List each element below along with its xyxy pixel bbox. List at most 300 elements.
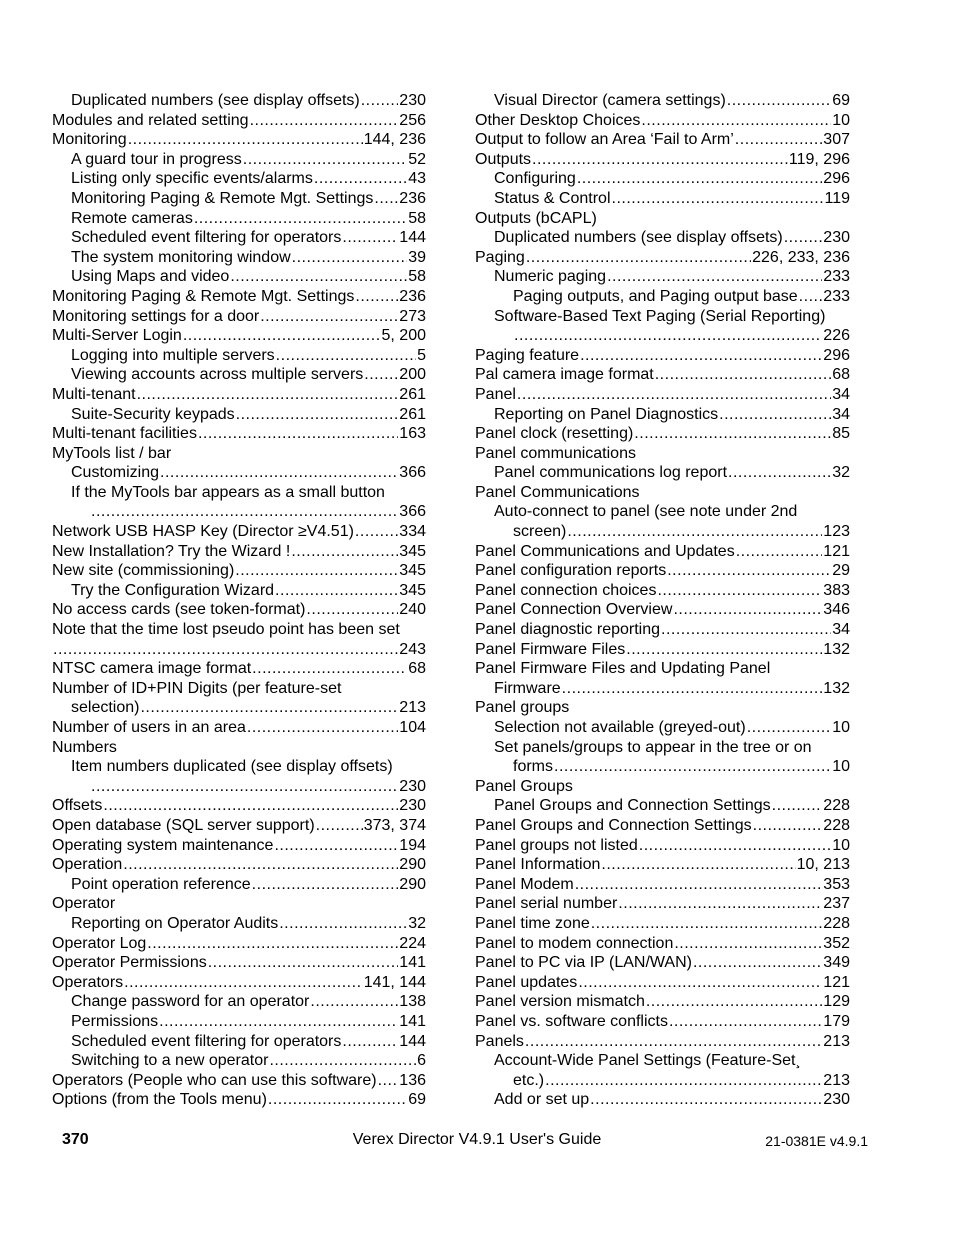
dot-leader — [342, 1032, 398, 1052]
dot-leader — [123, 855, 398, 875]
index-term: Monitoring Paging & Remote Mgt. Settings — [71, 189, 374, 207]
dot-leader — [236, 405, 399, 425]
page-reference: 228 — [823, 914, 850, 932]
index-term: Outputs (bCAPL) — [475, 209, 597, 227]
page-reference: 349 — [823, 954, 850, 972]
index-entry — [475, 757, 850, 777]
page-reference: 119 — [824, 189, 850, 207]
index-term: Panel groups not listed — [475, 836, 638, 854]
index-entry — [52, 130, 426, 150]
index-entry — [475, 502, 850, 522]
index-entry — [52, 973, 426, 993]
page-footer — [0, 1131, 954, 1153]
index-term: Duplicated numbers (see display offsets) — [71, 92, 360, 109]
index-term: Scheduled event filtering for operators — [71, 1032, 342, 1050]
page-reference: 307 — [823, 131, 850, 149]
dot-leader — [247, 718, 398, 738]
dot-leader — [342, 228, 398, 248]
index-entry — [475, 424, 850, 444]
index-term: Duplicated numbers (see display offsets) — [494, 229, 783, 247]
index-term: Logging into multiple servers — [71, 346, 275, 364]
index-entry — [475, 875, 850, 895]
dot-leader — [626, 640, 822, 660]
index-entry — [475, 659, 850, 679]
dot-leader — [292, 248, 408, 268]
index-entry — [52, 522, 426, 542]
page-reference: 346 — [823, 601, 850, 619]
index-term: Panel Communications — [475, 483, 640, 501]
page-reference: 290 — [399, 875, 426, 893]
page-number: 370 — [62, 1131, 89, 1148]
index-entry — [52, 346, 426, 366]
dot-leader — [567, 522, 822, 542]
dot-leader — [728, 463, 831, 483]
page-reference: 10, 213 — [796, 856, 850, 874]
page-reference: 226 — [823, 327, 850, 345]
index-term: New Installation? Try the Wizard ! — [52, 542, 291, 560]
page-reference: 366 — [399, 464, 426, 482]
index-entry — [52, 1051, 426, 1071]
index-entry — [475, 91, 850, 111]
index-entry — [475, 698, 850, 718]
index-term: Try the Configuration Wizard — [71, 581, 275, 599]
index-column-left — [52, 91, 426, 1110]
index-term: Monitoring — [52, 131, 127, 149]
dot-leader — [612, 189, 824, 209]
dot-leader — [578, 973, 822, 993]
dot-leader — [655, 365, 831, 385]
index-term: Configuring — [494, 170, 576, 188]
page-reference: 144 — [399, 229, 426, 247]
index-term: Operation — [52, 856, 123, 874]
index-term: MyTools list / bar — [52, 444, 172, 462]
page-reference: 261 — [399, 385, 426, 403]
index-term: Suite-Security keypads — [71, 405, 235, 423]
index-term: Pal camera image format — [475, 366, 654, 384]
page-reference: 233 — [823, 287, 850, 305]
index-entry — [475, 738, 850, 758]
dot-leader — [634, 424, 831, 444]
page-reference: 39 — [408, 248, 426, 266]
dot-leader — [208, 953, 399, 973]
index-term: Outputs — [475, 150, 532, 168]
page-reference: 136 — [399, 1071, 426, 1089]
dot-leader — [735, 130, 823, 150]
dot-leader — [562, 679, 823, 699]
index-term: Change password for an operator — [71, 993, 310, 1011]
index-entry — [52, 855, 426, 875]
index-term: Panel serial number — [475, 895, 618, 913]
index-column-right — [475, 91, 850, 1110]
dot-leader — [276, 346, 416, 366]
page-reference: 345 — [399, 581, 426, 599]
index-entry — [475, 111, 850, 131]
dot-leader — [260, 307, 398, 327]
dot-leader — [667, 561, 831, 581]
index-entry — [475, 1051, 850, 1071]
page-reference: 230 — [399, 797, 426, 815]
dot-leader — [526, 248, 751, 268]
page-reference: 34 — [832, 385, 850, 403]
dot-leader — [355, 287, 398, 307]
index-entry — [475, 640, 850, 660]
index-entry — [475, 620, 850, 640]
dot-leader — [639, 836, 831, 856]
page-reference: 129 — [823, 993, 850, 1011]
page-reference: 236 — [399, 287, 426, 305]
dot-leader — [306, 600, 398, 620]
index-entry — [475, 463, 850, 483]
index-term: Operators (People who can use this software) — [52, 1071, 377, 1089]
index-term: Remote cameras — [71, 209, 193, 227]
index-term: Multi-tenant facilities — [52, 425, 197, 443]
dot-leader — [137, 385, 399, 405]
index-entry — [52, 836, 426, 856]
index-term: Point operation reference — [71, 875, 251, 893]
index-term: Numbers — [52, 738, 117, 756]
index-term: Scheduled event filtering for operators — [71, 229, 342, 247]
page-reference: 373, 374 — [363, 816, 426, 834]
page-reference: 224 — [399, 934, 426, 952]
page-reference: 6 — [417, 1052, 426, 1070]
page-reference: 226, 233, 236 — [752, 248, 850, 266]
dot-leader — [374, 189, 398, 209]
index-entry — [52, 365, 426, 385]
dot-leader — [291, 542, 398, 562]
index-term: A guard tour in progress — [71, 150, 242, 168]
page-reference: 144 — [399, 1032, 426, 1050]
page-reference: 213 — [823, 1032, 850, 1050]
index-entry — [475, 934, 850, 954]
index-entry — [52, 698, 426, 718]
dot-leader — [378, 1071, 399, 1091]
index-entry — [52, 150, 426, 170]
index-entry — [52, 934, 426, 954]
index-entry — [475, 150, 850, 170]
index-entry — [52, 248, 426, 268]
index-entry — [475, 796, 850, 816]
footer-title: Verex Director V4.9.1 User's Guide — [352, 1131, 602, 1148]
index-entry — [52, 228, 426, 248]
index-term: Selection not available (greyed-out) — [494, 719, 746, 736]
index-entry — [475, 600, 850, 620]
dot-leader — [669, 1012, 822, 1032]
dot-leader — [517, 385, 831, 405]
dot-leader — [252, 659, 407, 679]
page-reference: 296 — [823, 170, 850, 188]
index-entry — [475, 483, 850, 503]
index-term: Auto-connect to panel (see note under 2nd — [494, 503, 798, 521]
index-entry — [475, 992, 850, 1012]
page-reference: 345 — [399, 542, 426, 560]
index-entry — [52, 796, 426, 816]
index-term: Panel time zone — [475, 914, 590, 932]
dot-leader — [673, 600, 822, 620]
page-reference: 228 — [823, 816, 850, 834]
dot-leader — [140, 698, 398, 718]
index-term: Set panels/groups to appear in the tree or on — [494, 738, 812, 756]
index-entry — [475, 679, 850, 699]
dot-leader — [279, 914, 407, 934]
dot-leader — [799, 287, 823, 307]
index-term: Panel connection choices — [475, 581, 657, 599]
page-reference: 213 — [399, 699, 426, 717]
dot-leader — [361, 91, 399, 111]
page-reference: 230 — [823, 1091, 850, 1109]
index-term: Modules and related setting — [52, 111, 249, 129]
dot-leader — [160, 463, 398, 483]
index-entry — [52, 816, 426, 836]
dot-leader — [310, 992, 398, 1012]
index-term: Multi-Server Login — [52, 327, 182, 345]
page-reference: 58 — [408, 209, 426, 227]
index-entry — [52, 600, 426, 620]
index-term: Using Maps and video — [71, 268, 230, 286]
index-entry — [52, 953, 426, 973]
index-term: Reporting on Operator Audits — [71, 914, 279, 932]
index-term: Operator Log — [52, 934, 147, 952]
index-entry — [475, 914, 850, 934]
page-reference: 296 — [823, 346, 850, 364]
dot-leader — [784, 228, 823, 248]
page-reference: 5, 200 — [381, 327, 426, 345]
index-entry — [475, 326, 850, 346]
dot-leader — [194, 209, 407, 229]
index-term: Panel Groups and Connection Settings — [494, 797, 771, 815]
index-term: Listing only specific events/alarms — [71, 170, 313, 188]
dot-leader — [314, 169, 407, 189]
dot-leader — [274, 836, 398, 856]
index-term: Account-Wide Panel Settings (Feature-Set¸ — [494, 1052, 801, 1070]
index-term: Software-Based Text Paging (Serial Reporting) — [494, 307, 826, 325]
index-entry — [475, 405, 850, 425]
index-entry — [52, 757, 426, 777]
dot-leader — [250, 111, 399, 131]
index-entry — [475, 169, 850, 189]
index-term: Panel version mismatch — [475, 993, 645, 1011]
page-reference: 141 — [399, 1012, 426, 1030]
index-term: Note that the time lost pseudo point has been set — [52, 621, 400, 639]
dot-leader — [591, 914, 823, 934]
page-reference: 213 — [823, 1071, 850, 1089]
index-term: Item numbers duplicated (see display offsets) — [71, 758, 393, 776]
index-entry — [52, 326, 426, 346]
index-term: Panel Firmware Files — [475, 640, 626, 658]
dot-leader — [235, 561, 398, 581]
document-code: 21-0381E v4.9.1 — [765, 1133, 868, 1149]
index-entry — [475, 346, 850, 366]
dot-leader — [147, 934, 398, 954]
index-entry — [475, 1071, 850, 1091]
index-term: Panel Connection Overview — [475, 601, 673, 619]
page-reference: 58 — [408, 268, 426, 286]
dot-leader — [646, 992, 822, 1012]
dot-leader — [772, 796, 823, 816]
dot-leader — [719, 405, 831, 425]
index-entry — [52, 914, 426, 934]
index-entry — [475, 1090, 850, 1110]
page-reference: 32 — [832, 464, 850, 482]
dot-leader — [736, 542, 823, 562]
index-term: Reporting on Panel Diagnostics — [494, 405, 719, 423]
dot-leader — [514, 326, 822, 346]
page-reference: 10 — [832, 719, 850, 736]
index-entry — [52, 992, 426, 1012]
page-reference: 290 — [399, 856, 426, 874]
index-term: The system monitoring window — [71, 248, 291, 266]
page-reference: 32 — [408, 914, 426, 932]
page-reference: 141, 144 — [363, 973, 426, 991]
index-entry — [475, 385, 850, 405]
index-entry — [475, 522, 850, 542]
index-term: etc.) — [513, 1071, 545, 1089]
page-reference: 334 — [399, 523, 426, 541]
index-entry — [52, 620, 426, 640]
index-term: Other Desktop Choices — [475, 111, 641, 129]
dot-leader — [316, 816, 363, 836]
page-reference: 233 — [823, 268, 850, 286]
index-entry — [475, 365, 850, 385]
page-reference: 123 — [823, 523, 850, 541]
index-term: Permissions — [71, 1012, 159, 1030]
page-reference: 104 — [399, 719, 426, 736]
index-term: selection) — [71, 699, 140, 717]
index-entry — [475, 542, 850, 562]
index-entry — [52, 1090, 426, 1110]
index-term: Operator Permissions — [52, 954, 207, 972]
dot-leader — [532, 150, 788, 170]
index-term: Customizing — [71, 464, 160, 482]
index-entry — [52, 738, 426, 758]
index-term: Panel — [475, 385, 516, 403]
index-term: Monitoring Paging & Remote Mgt. Settings — [52, 287, 355, 305]
page-reference: 230 — [399, 777, 426, 795]
dot-leader — [554, 757, 831, 777]
index-entry — [475, 777, 850, 797]
index-term: Offsets — [52, 797, 103, 815]
page-reference: 366 — [399, 503, 426, 521]
index-term: Panel to modem connection — [475, 934, 674, 952]
dot-leader — [124, 973, 363, 993]
page-reference: 10 — [832, 836, 850, 854]
index-term: Firmware — [494, 679, 561, 697]
page-reference: 10 — [832, 111, 850, 129]
index-term: Panel updates — [475, 973, 578, 991]
page-reference: 352 — [823, 934, 850, 952]
index-entry — [52, 542, 426, 562]
index-entry — [52, 502, 426, 522]
dot-leader — [275, 581, 398, 601]
index-entry — [52, 1012, 426, 1032]
index-entry — [475, 973, 850, 993]
index-entry — [52, 718, 426, 738]
dot-leader — [580, 346, 822, 366]
index-entry — [475, 953, 850, 973]
index-term: Panel communications log report — [494, 464, 728, 482]
index-entry — [52, 189, 426, 209]
index-term: Panel communications — [475, 444, 636, 462]
index-entry — [475, 855, 850, 875]
dot-leader — [91, 502, 398, 522]
dot-leader — [128, 130, 363, 150]
index-term: Panel groups — [475, 699, 570, 717]
index-term: Paging outputs, and Paging output base — [513, 287, 798, 305]
index-term: No access cards (see token-format) — [52, 601, 306, 619]
index-entry — [52, 424, 426, 444]
index-term: Panel Communications and Updates — [475, 542, 735, 560]
page-reference: 240 — [399, 601, 426, 619]
index-term: Panel Modem — [475, 875, 574, 893]
page-reference: 345 — [399, 562, 426, 580]
index-entry — [475, 894, 850, 914]
page-reference: 69 — [408, 1091, 426, 1109]
index-term: Network USB HASP Key (Director ≥V4.51) — [52, 523, 354, 541]
dot-leader — [355, 522, 398, 542]
page-reference: 353 — [823, 875, 850, 893]
dot-leader — [103, 796, 398, 816]
index-term: Panel Information — [475, 856, 601, 874]
index-term: Status & Control — [494, 189, 611, 207]
page-reference: 10 — [832, 758, 850, 776]
dot-leader — [753, 816, 823, 836]
page-reference: 34 — [832, 621, 850, 639]
dot-leader — [91, 777, 398, 797]
index-entry — [475, 1012, 850, 1032]
page-reference: 5 — [417, 346, 426, 364]
index-entry — [475, 287, 850, 307]
dot-leader — [674, 934, 822, 954]
index-term: Monitoring settings for a door — [52, 307, 260, 325]
page-reference: 121 — [823, 973, 850, 991]
dot-leader — [747, 718, 832, 738]
dot-leader — [727, 91, 831, 111]
page-reference: 228 — [823, 797, 850, 815]
dot-leader — [641, 111, 831, 131]
dot-leader — [159, 1012, 398, 1032]
index-term: Open database (SQL server support) — [52, 816, 315, 834]
index-term: Panel Groups — [475, 777, 573, 795]
index-entry — [52, 287, 426, 307]
index-entry — [475, 209, 850, 229]
index-term: Panel Groups and Connection Settings — [475, 816, 752, 834]
page-reference: 52 — [408, 150, 426, 168]
index-entry — [52, 307, 426, 327]
page-reference: 163 — [399, 425, 426, 443]
index-term: Operating system maintenance — [52, 836, 274, 854]
index-term: If the MyTools bar appears as a small button — [71, 483, 385, 501]
index-entry — [475, 718, 850, 738]
index-term: Operators — [52, 973, 124, 991]
index-entry — [52, 267, 426, 287]
index-term: Numeric paging — [494, 268, 607, 286]
index-term: Panels — [475, 1032, 524, 1050]
index-term: screen) — [513, 523, 567, 541]
page-reference: 383 — [823, 581, 850, 599]
index-entry — [52, 894, 426, 914]
page-reference: 261 — [399, 405, 426, 423]
dot-leader — [198, 424, 398, 444]
dot-leader — [364, 365, 398, 385]
page-reference: 132 — [823, 679, 850, 697]
page-reference: 68 — [408, 660, 426, 678]
index-entry — [52, 405, 426, 425]
index-entry — [475, 561, 850, 581]
index-entry — [475, 189, 850, 209]
dot-leader — [525, 1032, 822, 1052]
index-term: Multi-tenant — [52, 385, 136, 403]
index-entry — [52, 463, 426, 483]
page-reference: 179 — [823, 1012, 850, 1030]
